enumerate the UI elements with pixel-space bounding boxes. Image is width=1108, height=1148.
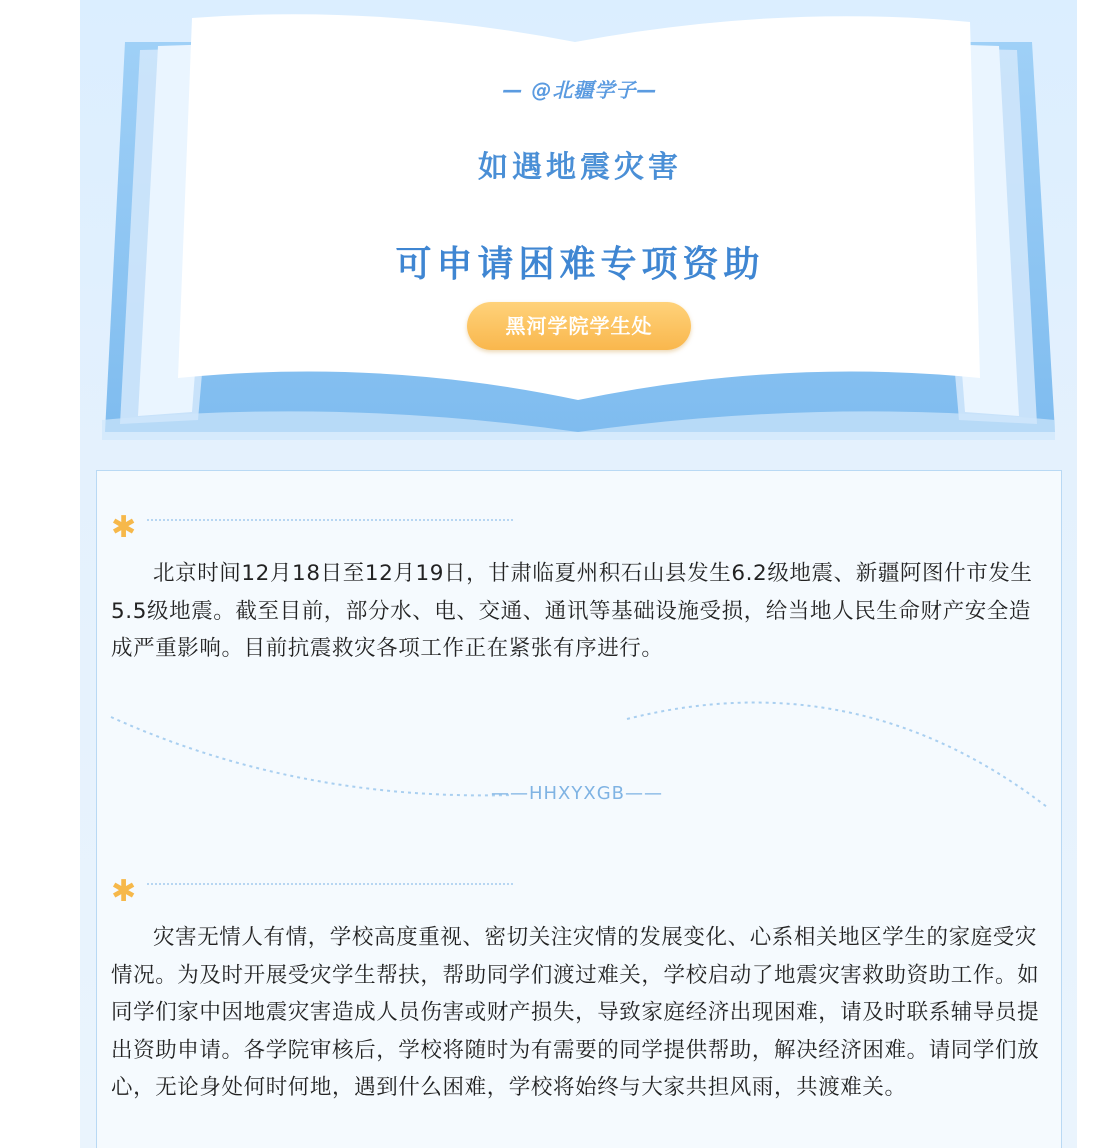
banner-text-group <box>80 0 1077 470</box>
wave-divider <box>97 471 1063 831</box>
org-badge: 黑河学院学生处 <box>467 302 691 350</box>
asterisk-star-icon: ✱ <box>111 510 137 545</box>
account-handle: — @北疆学子— <box>502 78 658 102</box>
article-body <box>80 0 1077 1148</box>
headline-line-1: 如遇地震灾害 <box>478 150 682 185</box>
dotted-rule <box>147 883 513 885</box>
divider-label: ——HHXYXGB—— <box>490 783 664 804</box>
content-card <box>96 470 1062 1148</box>
paragraph-aid-notice: 灾害无情人有情，学校高度重视、密切关注灾情的发展变化、心系相关地区学生的家庭受灾情况。为及时开展受灾学生帮扶，帮助同学们渡过难关，学校启动了地震灾害救助资助工作。如同学们家中因地震灾害造成人员伤害或财产损失，导致家庭经济出现困难，请及时联系辅导员提出资助申请。各学院审核后，学校将随时为有需要的同学提供帮助，解决经济困难。请同学们放心，无论身处何时何地，遇到什么困难，学校将始终与大家共担风雨，共渡难关。 <box>111 925 1040 1100</box>
asterisk-star-icon: ✱ <box>111 874 137 909</box>
headline-line-2: 可申请困难专项资助 <box>395 244 765 285</box>
paragraph-earthquake-report: 北京时间12月18日至12月19日，甘肃临夏州积石山县发生6.2级地震、新疆阿图什市发生5.5级地震。截至目前，部分水、电、交通、通讯等基础设施受损，给当地人民生命财产安全造成严重影响。目前抗震救灾各项工作正在紧张有序进行。 <box>111 561 1033 661</box>
header-banner <box>80 0 1077 470</box>
